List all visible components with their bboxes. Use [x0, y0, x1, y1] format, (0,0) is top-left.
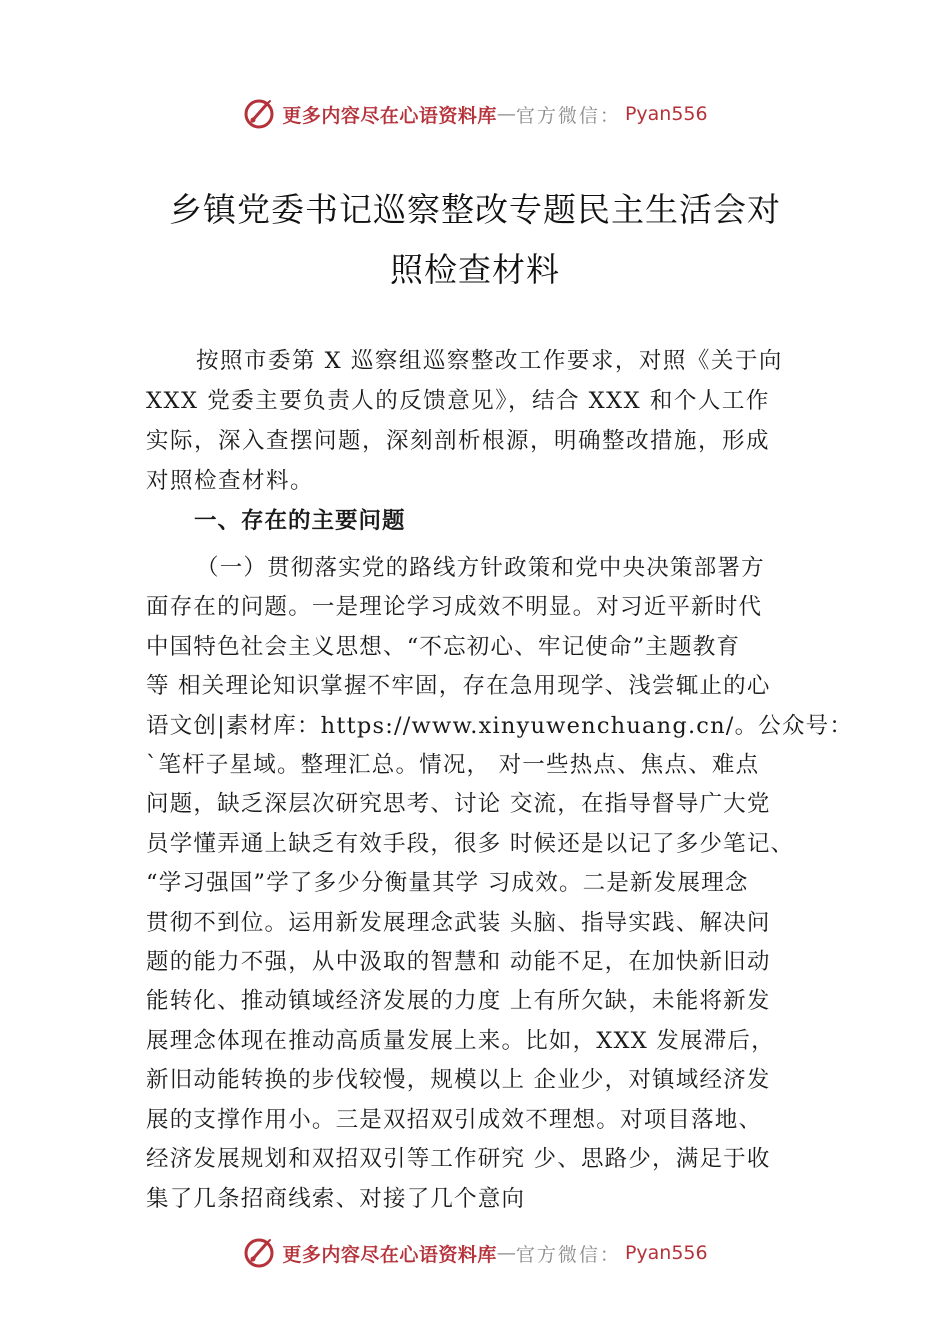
intro-paragraph	[146, 341, 846, 541]
title-line-1: 乡镇党委书记巡察整改专题民主生活会对	[169, 190, 781, 229]
body-line: 题的能力不强，从中汲取的智慧和 动能不足，在加快新旧动	[146, 949, 771, 976]
body-line: 贯彻不到位。运用新发展理念武装 头脑、指导实践、解决问	[146, 909, 771, 936]
body-line: 员学懂弄通上缺乏有效手段，很多 时候还是以记了多少笔记、	[146, 830, 795, 857]
intro-line: 实际，深入查摆问题，深刻剖析根源，明确整改措施，形成	[146, 428, 771, 454]
banner-main-text: 更多内容尽在心语资料库	[282, 104, 497, 127]
body-line: 经济发展规划和双招双引等工作研究 少、思路少，满足于收	[146, 1146, 771, 1173]
brush-logo-icon	[242, 97, 276, 131]
banner-main-text: 更多内容尽在心语资料库	[282, 1243, 497, 1266]
body-line: 展理念体现在推动高质量发展上来。比如，XXX 发展滞后，	[146, 1027, 775, 1054]
body-line: 面存在的问题。一是理论学习成效不明显。对习近平新时代	[146, 594, 763, 621]
banner-wechat-id: Pyan556	[624, 103, 708, 125]
body-line: “学习强国”学了多少分衡量其学 习成效。二是新发展理念	[146, 870, 749, 897]
body-line: 集了几条招商线索、对接了几个意向	[146, 1185, 526, 1212]
body-line: 语文创|素材库：https://www.xinyuwenchuang.cn/。公众号：	[146, 712, 854, 739]
banner-dash: —	[496, 1242, 516, 1264]
bottom-watermark-banner	[0, 1233, 950, 1273]
body-line: `笔杆子星域。整理汇总。情况， 对一些热点、焦点、难点	[146, 752, 760, 779]
body-line: 等 相关理论知识掌握不牢固，存在急用现学、浅尝辄止的心	[146, 673, 771, 700]
title-line-2: 照检查材料	[390, 250, 560, 289]
banner-dash: —	[496, 103, 516, 125]
document-title	[0, 180, 950, 300]
banner-wechat-label: 官方微信：	[515, 1243, 621, 1266]
intro-line: XXX 党委主要负责人的反馈意见》，结合 XXX 和个人工作	[146, 388, 770, 414]
section-heading: 一、存在的主要问题	[194, 508, 406, 534]
banner-wechat-id: Pyan556	[624, 1242, 708, 1264]
body-line: 能转化、推动镇域经济发展的力度 上有所欠缺，未能将新发	[146, 988, 771, 1015]
body-line: 展的支撑作用小。三是双招双引成效不理想。对项目落地、	[146, 1106, 763, 1133]
intro-line: 按照市委第 X 巡察组巡察整改工作要求，对照《关于向	[196, 348, 783, 374]
brush-logo-icon	[242, 1236, 276, 1270]
intro-line: 对照检查材料。	[146, 468, 315, 494]
body-line: 新旧动能转换的步伐较慢，规模以上 企业少，对镇域经济发	[146, 1067, 771, 1094]
section1-paragraph	[146, 549, 854, 1219]
body-line: （一）贯彻落实党的路线方针政策和党中央决策部署方	[196, 555, 765, 581]
body-line: 问题，缺乏深层次研究思考、讨论 交流，在指导督导广大党	[146, 791, 771, 818]
banner-wechat-label: 官方微信：	[515, 104, 621, 127]
body-line: 中国特色社会主义思想、“不忘初心、牢记使命”主题教育	[146, 633, 741, 660]
top-watermark-banner	[0, 94, 950, 134]
